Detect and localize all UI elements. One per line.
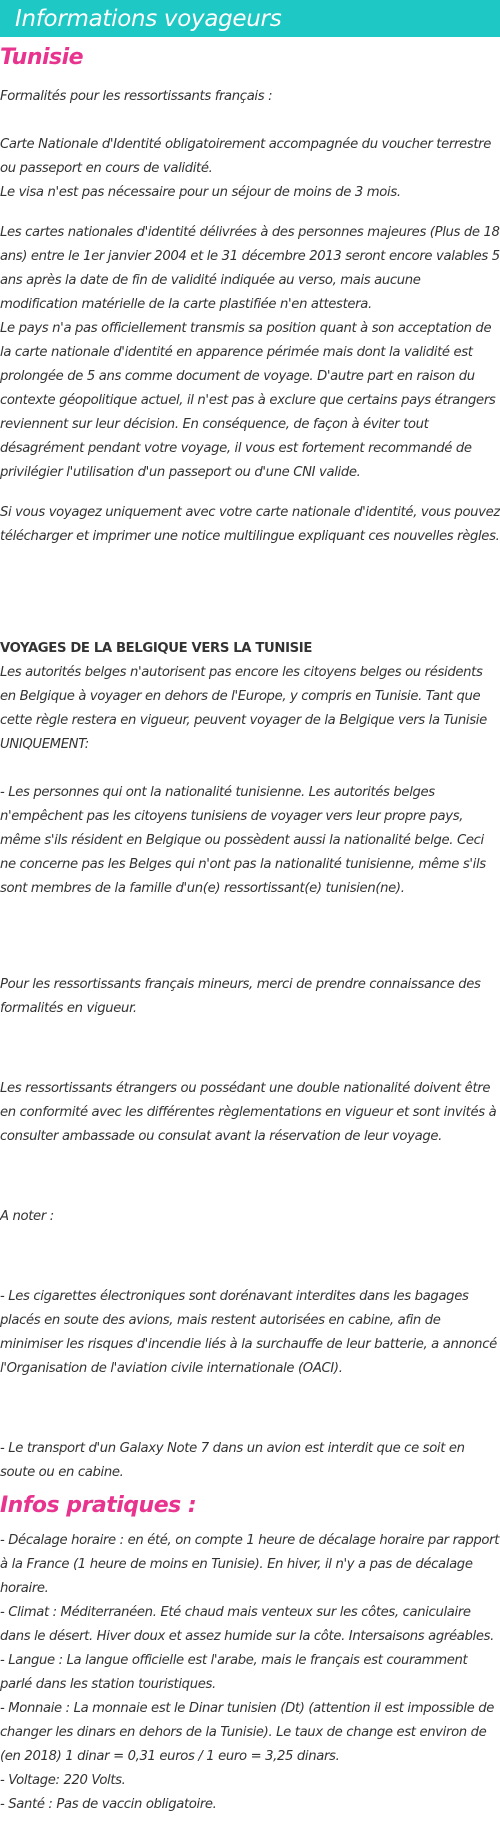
info-monnaie: - Monnaie : La monnaie est le Dinar tunisien (Dt) (attention il est impossible de changer les dinars en dehors de la Tunisie). Le taux de change est environ de (en 2018) 1 dinar = 0,31 euros / 1 euro = 3,25 dinars. [0,1701,495,1764]
heading-belgique: VOYAGES DE LA BELGIQUE VERS LA TUNISIE [0,641,313,656]
paragraph-galaxy-note: - Le transport d'un Galaxy Note 7 dans un avion est interdit que ce soit en soute ou en cabine. [0,1441,465,1480]
section-title-infos-pratiques: Infos pratiques : [0,1493,197,1518]
paragraph-mineurs: Pour les ressortissants français mineurs, merci de prendre connaissance des formalités en vigueur. [0,977,481,1016]
info-voltage: - Voltage: 220 Volts. [0,1773,126,1788]
paragraph-formalites-intro: Formalités pour les ressortissants français : [0,89,273,104]
paragraph-visa: Le visa n'est pas nécessaire pour un séjour de moins de 3 mois. [0,185,401,200]
paragraph-nationalite-tunisienne: - Les personnes qui ont la nationalité tunisienne. Les autorités belges n'empêchent pas les citoyens tunisiens de voyager vers leur propre pays, même s'ils résident en Belgique ou possèdent aussi la nationalité belge. Ceci ne concerne pas les Belges qui n'ont pas la nationalité tunisienne, même s'ils sont membres de la famille d'un(e) ressortissant(e) tunisien(ne). [0,785,486,896]
paragraph-belgique: Les autorités belges n'autorisent pas encore les citoyens belges ou résidents en Belgique à voyager en dehors de l'Europe, y compris en Tunisie. Tant que cette règle restera en vigueur, peuvent voyager de la Belgique vers la Tunisie UNIQUEMENT: [0,665,487,752]
paragraph-cni-validite: Les cartes nationales d'identité délivrées à des personnes majeures (Plus de 18 ans) entre le 1er janvier 2004 et le 31 décembre 2013 seront encore valables 5 ans après la date de fin de validité indiquée au verso, mais aucune modification matérielle de la carte plastifiée n'en attestera. [0,225,500,312]
info-sante: - Santé : Pas de vaccin obligatoire. [0,1797,217,1812]
header-bar [0,0,500,37]
paragraph-cigarettes: - Les cigarettes électroniques sont dorénavant interdites dans les bagages placés en soute des avions, mais restent autorisées en cabine, afin de minimiser les risques d'incendie liés à la surchauffe de leur batterie, a annoncé l'Organisation de l'aviation civile internationale (OACI). [0,1289,497,1376]
paragraph-notice: Si vous voyagez uniquement avec votre carte nationale d'identité, vous pouvez télécharger et imprimer une notice multilingue expliquant ces nouvelles règles. [0,505,500,544]
info-langue: - Langue : La langue officielle est l'arabe, mais le français est couramment parlé dans les station touristiques. [0,1653,468,1692]
section-title-tunisie: Tunisie [0,45,84,70]
content [0,43,500,1817]
page-title: Informations voyageurs [15,6,282,32]
paragraph-cni: Carte Nationale d'Identité obligatoirement accompagnée du voucher terrestre ou passeport en cours de validité. [0,137,491,176]
paragraph-a-noter: A noter : [0,1209,54,1224]
paragraph-position-pays: Le pays n'a pas officiellement transmis sa position quant à son acceptation de la carte nationale d'identité en apparence périmée mais dont la validité est prolongée de 5 ans comme document de voyage. D'autre part en raison du contexte géopolitique actuel, il n'est pas à exclure que certains pays étrangers reviennent sur leur décision. En conséquence, de façon à éviter tout désagrément pendant votre voyage, il vous est fortement recommandé de privilégier l'utilisation d'un passeport ou d'une CNI valide. [0,321,496,480]
paragraph-etrangers: Les ressortissants étrangers ou possédant une double nationalité doivent être en conformité avec les différentes règlementations en vigueur et sont invités à consulter ambassade ou consulat avant la réservation de leur voyage. [0,1081,497,1144]
info-climat: - Climat : Méditerranéen. Eté chaud mais venteux sur les côtes, caniculaire dans le désert. Hiver doux et assez humide sur la côte. Intersaisons agréables. [0,1605,494,1644]
info-decalage-horaire: - Décalage horaire : en été, on compte 1 heure de décalage horaire par rapport à la France (1 heure de moins en Tunisie). En hiver, il n'y a pas de décalage horaire. [0,1533,500,1596]
